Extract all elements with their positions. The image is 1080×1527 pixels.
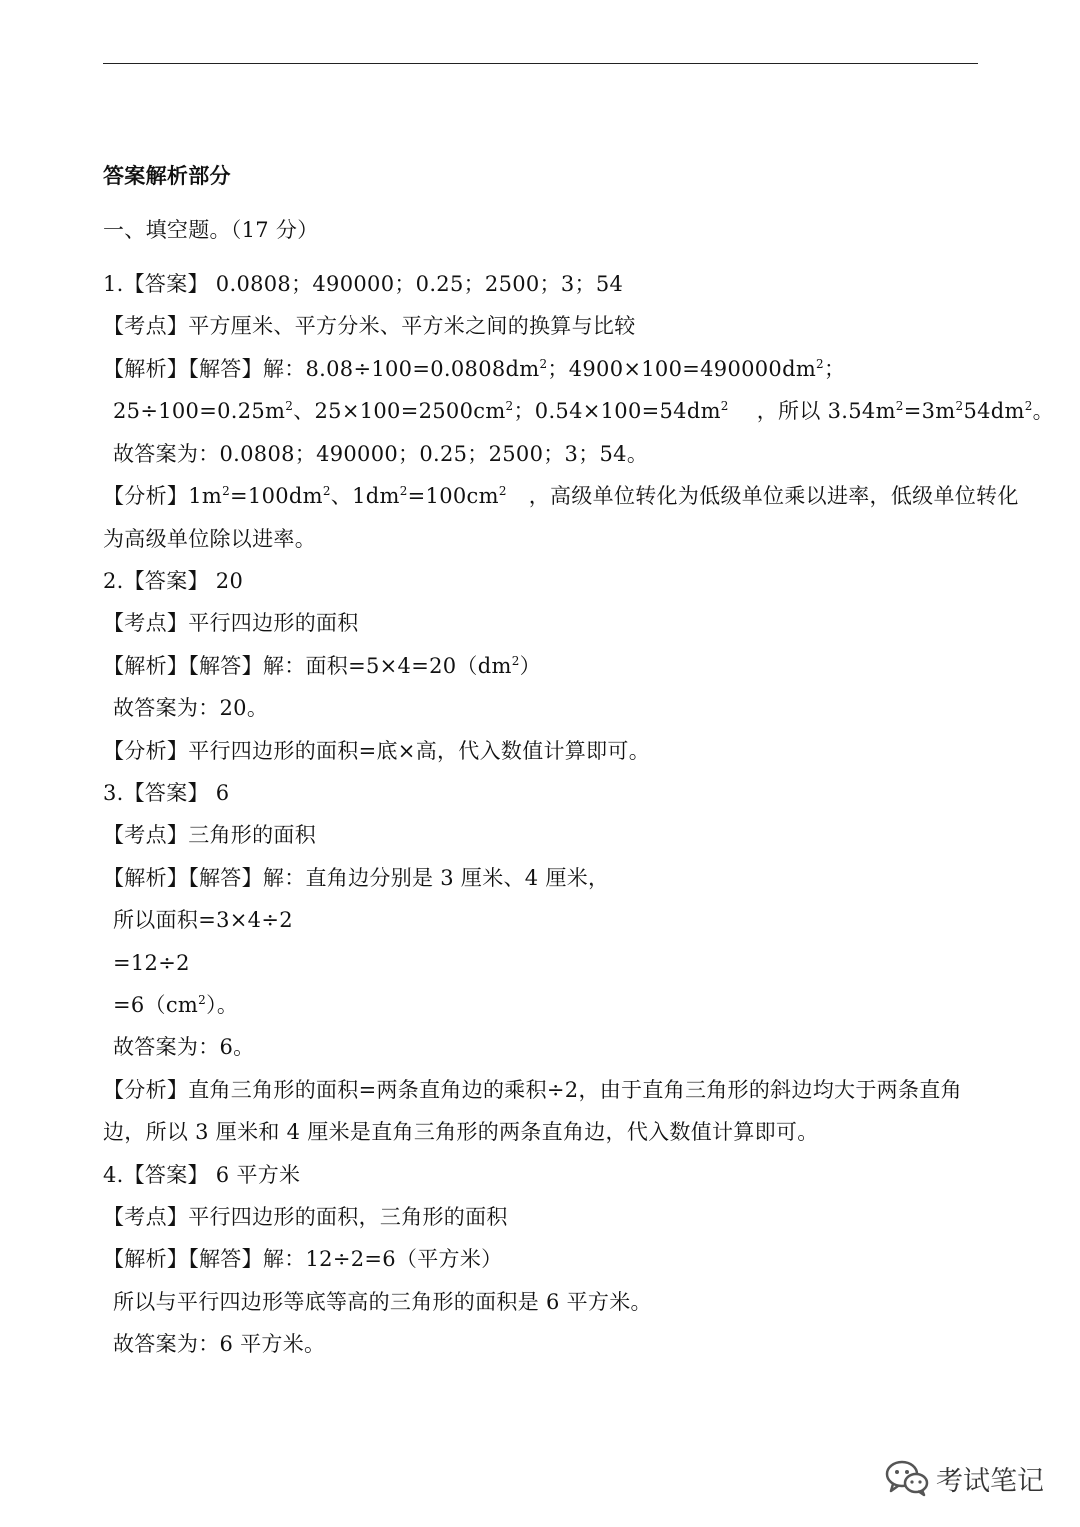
q1-solution-line2: $25\div 100=0.25m^2$、$25\times 100=2500cm^2$；$0.54\times 100=54dm^2$ ，所以 $3.54m^2=3m^254dm^2$。 bbox=[113, 399, 1054, 423]
q3-solution-line1: 【解析】【解答】解：直角边分别是 3 厘米、4 厘米， bbox=[103, 866, 610, 890]
q2-topic: 【考点】平行四边形的面积 bbox=[103, 611, 359, 635]
part-title: 一、填空题。（17 分） bbox=[103, 218, 319, 242]
q3-answer: 3.【答案】 6 bbox=[103, 781, 230, 805]
q3-analysis-line1: 【分析】直角三角形的面积=两条直角边的乘积÷2，由于直角三角形的斜边均大于两条直角 bbox=[103, 1078, 962, 1102]
q4-result: 故答案为：6 平方米。 bbox=[113, 1332, 326, 1356]
watermark-text: 考试笔记 bbox=[936, 1465, 1044, 1497]
q3-solution-line2: 所以面积=3×4÷2 bbox=[113, 908, 293, 932]
q2-answer: 2.【答案】 20 bbox=[103, 569, 244, 593]
q3-result: 故答案为：6。 bbox=[113, 1035, 255, 1059]
q1-analysis-line2: 为高级单位除以进率。 bbox=[103, 527, 316, 551]
section-title: 答案解析部分 bbox=[103, 163, 231, 188]
q4-topic: 【考点】平行四边形的面积，三角形的面积 bbox=[103, 1205, 508, 1229]
q3-analysis-line2: 边，所以 3 厘米和 4 厘米是直角三角形的两条直角边，代入数值计算即可。 bbox=[103, 1120, 819, 1144]
q3-solution-line4: $=6(cm^2)$。 bbox=[113, 993, 239, 1017]
q1-solution-line1: 【解析】【解答】解：$8.08\div 100=0.0808dm^2$；$4900\times 100=490000dm^2$； bbox=[103, 357, 846, 381]
q4-solution-line1: 【解析】【解答】解：12÷2=6（平方米） bbox=[103, 1247, 503, 1271]
q3-topic: 【考点】三角形的面积 bbox=[103, 823, 316, 847]
header-rule bbox=[103, 63, 978, 64]
q1-topic: 【考点】平方厘米、平方分米、平方米之间的换算与比较 bbox=[103, 314, 636, 338]
q4-answer: 4.【答案】 6 平方米 bbox=[103, 1163, 301, 1187]
q3-solution-line3: =12÷2 bbox=[113, 951, 190, 975]
q2-result: 故答案为：20。 bbox=[113, 696, 269, 720]
q2-analysis: 【分析】平行四边形的面积=底×高，代入数值计算即可。 bbox=[103, 739, 650, 763]
q1-result: 故答案为：0.0808；490000；0.25；2500；3；54。 bbox=[113, 442, 649, 466]
q1-analysis-line1: 【分析】$1m^2=100dm^2$、$1dm^2=100cm^2$ ，高级单位转化为低级单位乘以进率，低级单位转化 bbox=[103, 484, 1019, 508]
wechat-icon bbox=[884, 1458, 930, 1498]
q1-answer: 1.【答案】 0.0808；490000；0.25；2500；3；54 bbox=[103, 272, 624, 296]
watermark bbox=[884, 1456, 1044, 1500]
q4-solution-line2: 所以与平行四边形等底等高的三角形的面积是 6 平方米。 bbox=[113, 1290, 652, 1314]
q2-solution: 【解析】【解答】解：面积$=5\times 4=20(dm^2)$ bbox=[103, 654, 541, 678]
